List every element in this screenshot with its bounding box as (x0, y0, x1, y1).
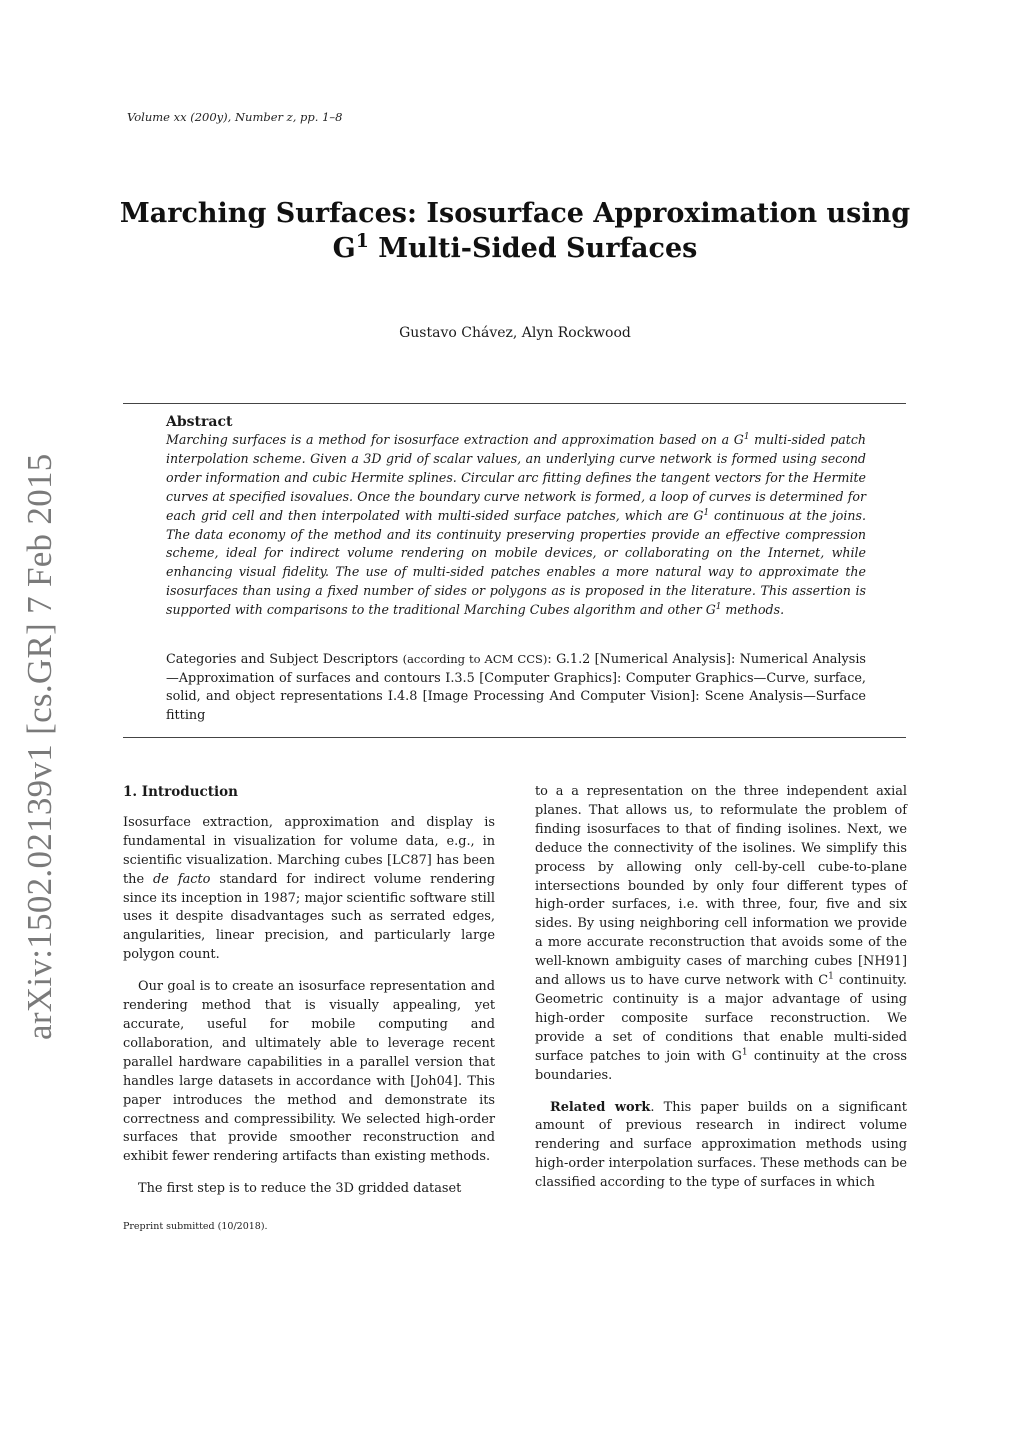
abstract-heading: Abstract (166, 414, 233, 430)
related-work-paragraph: Related work. This paper builds on a significant amount of previous research in indirect volume rendering and surface approximation methods using high-order interpolation surfaces. These methods can be classified according to the type of surfaces in which (535, 1099, 907, 1191)
intro-paragraph-2: Our goal is to create an isosurface representation and rendering method that is visually appealing, yet accurate, useful for mobile computing and collaboration, and ultimately able to leverage recent parallel hardware capabilities in a parallel version that handles large datasets in accordance with [Joh04]. This paper introduces the method and demonstrate its correctness and compressibility. We selected high-order surfaces that provide smoother reconstruction and exhibit fewer rendering artifacts than existing methods. (123, 979, 495, 1165)
intro-paragraph-3: The first step is to reduce the 3D gridded dataset (138, 1181, 462, 1197)
title-line-2: $G^1$ Multi-Sided Surfaces (332, 230, 698, 264)
bottom-divider (123, 737, 906, 738)
related-work-heading: Related work (550, 1099, 651, 1115)
top-divider (123, 403, 906, 404)
abstract (166, 413, 866, 620)
intro-paragraph-1: Isosurface extraction, approximation and display is fundamental in visualization for volume data, e.g., in scientific visualization. Marching cubes [LC87] has been the de facto standard for indirect volume rendering since its inception in 1987; major scientific software still uses it despite disadvantages such as serrated edges, angularities, linear precision, and particularly large polygon count. (123, 814, 495, 963)
title-line-1: Marching Surfaces: Isosurface Approximation using (119, 198, 911, 229)
right-paragraph-1: to a a representation on the three independent axial planes. That allows us, to reformulate the problem of finding isosurfaces to that of finding isolines. Next, we deduce the connectivity of the isolines. We simplify this process by allowing only cell-by-cell cube-to-plane intersections bounded by only four different types of high-order surfaces, i.e. with three, four, five and six sides. By using neighboring cell information we provide a more accurate reconstruction that avoids some of the well-known ambiguity cases of marching cubes [NH91] and allows us to have curve network with $C^1$ continuity. Geometric continuity is a major advantage of using high-order composite surface reconstruction. We provide a set of conditions that enable multi-sided surface patches to join with $G^1$ continuity at the cross boundaries. (535, 784, 907, 1083)
abstract-body: Marching surfaces is a method for isosurface extraction and approximation based on a $G^1$ multi-sided patch interpolation scheme. Given a 3D grid of scalar values, an underlying curve network is formed using second order information and cubic Hermite splines. Circular arc fitting defines the tangent vectors for the Hermite curves at specified isovalues. Once the boundary curve network is formed, a loop of curves is determined for each grid cell and then interpolated with multi-sided surface patches, which are $G^1$ continuous at the joins. The data economy of the method and its continuity preserving properties provide an effective compression scheme, ideal for indirect volume rendering on mobile devices, or collaborating on the Internet, while enhancing visual fidelity. The use of multi-sided patches enables a more natural way to approximate the isosurfaces than using a fixed number of sides or polygons as is proposed in the literature. This assertion is supported with comparisons to the traditional Marching Cubes algorithm and other $G^1$ methods. (166, 431, 867, 618)
preprint-footnote: Preprint submitted (10/2018). (123, 1221, 268, 1232)
right-column (535, 783, 907, 1206)
section-heading-introduction: 1. Introduction (123, 784, 238, 800)
arxiv-identifier: arXiv:1502.02139v1 [cs.GR] 7 Feb 2015 (20, 453, 59, 1040)
left-column (123, 783, 495, 1212)
paper-title (100, 196, 930, 266)
journal-header: Volume xx (200y), Number z, pp. 1–8 (127, 110, 343, 124)
author-list: Gustavo Chávez, Alyn Rockwood (399, 325, 631, 341)
acm-categories: Categories and Subject Descriptors (according to ACM CCS): G.1.2 [Numerical Analysis]: Numerical Analysis—Approximation of surfaces and contours I.3.5 [Computer Graphics]: Computer Graphics—Curve, surface, solid, and object representations I.4.8 [Image Processing And Computer Vision]: Scene Analysis—Surface fitting (166, 652, 866, 723)
